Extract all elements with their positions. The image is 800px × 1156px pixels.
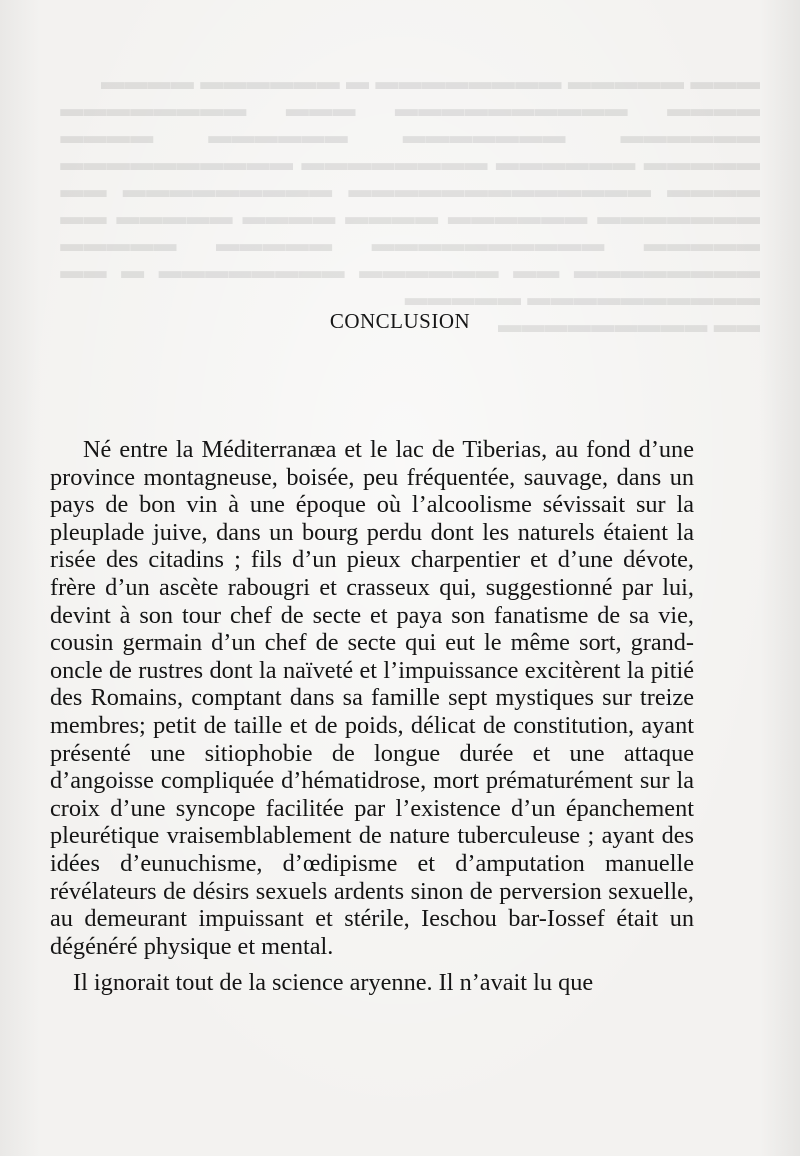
paragraph-conclusion: Né entre la Méditerranæa et le lac de Tiberias, au fond d’une province montagneuse, boisée, peu fréquentée, sauvage, dans un pays de bon vin à une époque où l’alcoolisme sévissait sur la pleuplade juive, dans un bourg perdu dont les naturels étaient la risée des citadins ; fils d’un pieux charpentier et d’une dévote, frère d’un ascète rabougri et crasseux qui, suggestionné par lui, devint à son tour chef de secte et paya son fanatisme de sa vie, cousin germain d’un chef de secte qui eut le même sort, grand-oncle de rustres dont la naïveté et l’impuissance excitèrent la pitié des Romains, comptant dans sa famille sept mystiques sur treize membres; petit de taille et de poids, délicat de constitution, ayant présenté une sitiophobie de longue durée et une attaque d’angoisse compliquée d’hématidrose, mort prématurément sur la croix d’une syncope facilitée par l’existence d’un épanchement pleurétique vraisemblablement de nature tuberculeuse ; ayant des idées d’eunuchisme, d’œdipisme et d’amputation manuelle révélateurs de désirs sexuels ardents sinon de perversion sexuelle, au demeurant impuissant et stérile, Ieschou bar-Iossef était un dégénéré physique et mental.: [50, 436, 694, 960]
paragraph-continuation: Il ignorait tout de la science aryenne. Il n’avait lu que: [73, 969, 594, 997]
bleed-through-text: ▬▬▬ ▬▬▬▬▬ ▬▬▬▬▬▬▬▬ ▬ ▬▬▬▬▬▬ ▬▬▬▬ ▬▬▬▬ ▬▬▬▬▬▬▬▬▬▬ ▬▬▬ ▬▬▬▬▬▬▬▬ ▬▬▬▬▬▬ ▬▬▬▬▬▬▬ ▬▬▬▬▬▬ ▬▬▬▬ ▬▬▬▬▬ ▬▬▬▬▬▬ ▬▬▬▬▬▬▬▬ ▬▬▬▬▬▬▬▬▬▬ ▬▬▬▬ ▬▬▬▬▬▬▬▬▬▬▬▬▬ ▬▬▬▬▬▬▬▬▬ ▬▬ ▬▬▬▬▬▬▬ ▬▬▬▬▬▬ ▬▬▬▬ ▬▬▬▬ ▬▬▬▬▬ ▬▬ ▬▬▬▬▬ ▬▬▬▬▬▬▬▬▬▬ ▬▬▬▬▬ ▬▬▬▬▬ ▬▬▬▬▬▬▬▬ ▬▬ ▬▬▬▬▬▬ ▬▬▬▬▬▬▬▬ ▬ ▬▬ ▬▬▬▬▬▬▬▬▬▬ ▬▬▬▬▬ ▬▬ ▬▬▬▬▬▬▬▬▬: [60, 69, 760, 337]
chapter-heading: CONCLUSION: [329, 309, 471, 333]
body-text: [50, 436, 694, 997]
